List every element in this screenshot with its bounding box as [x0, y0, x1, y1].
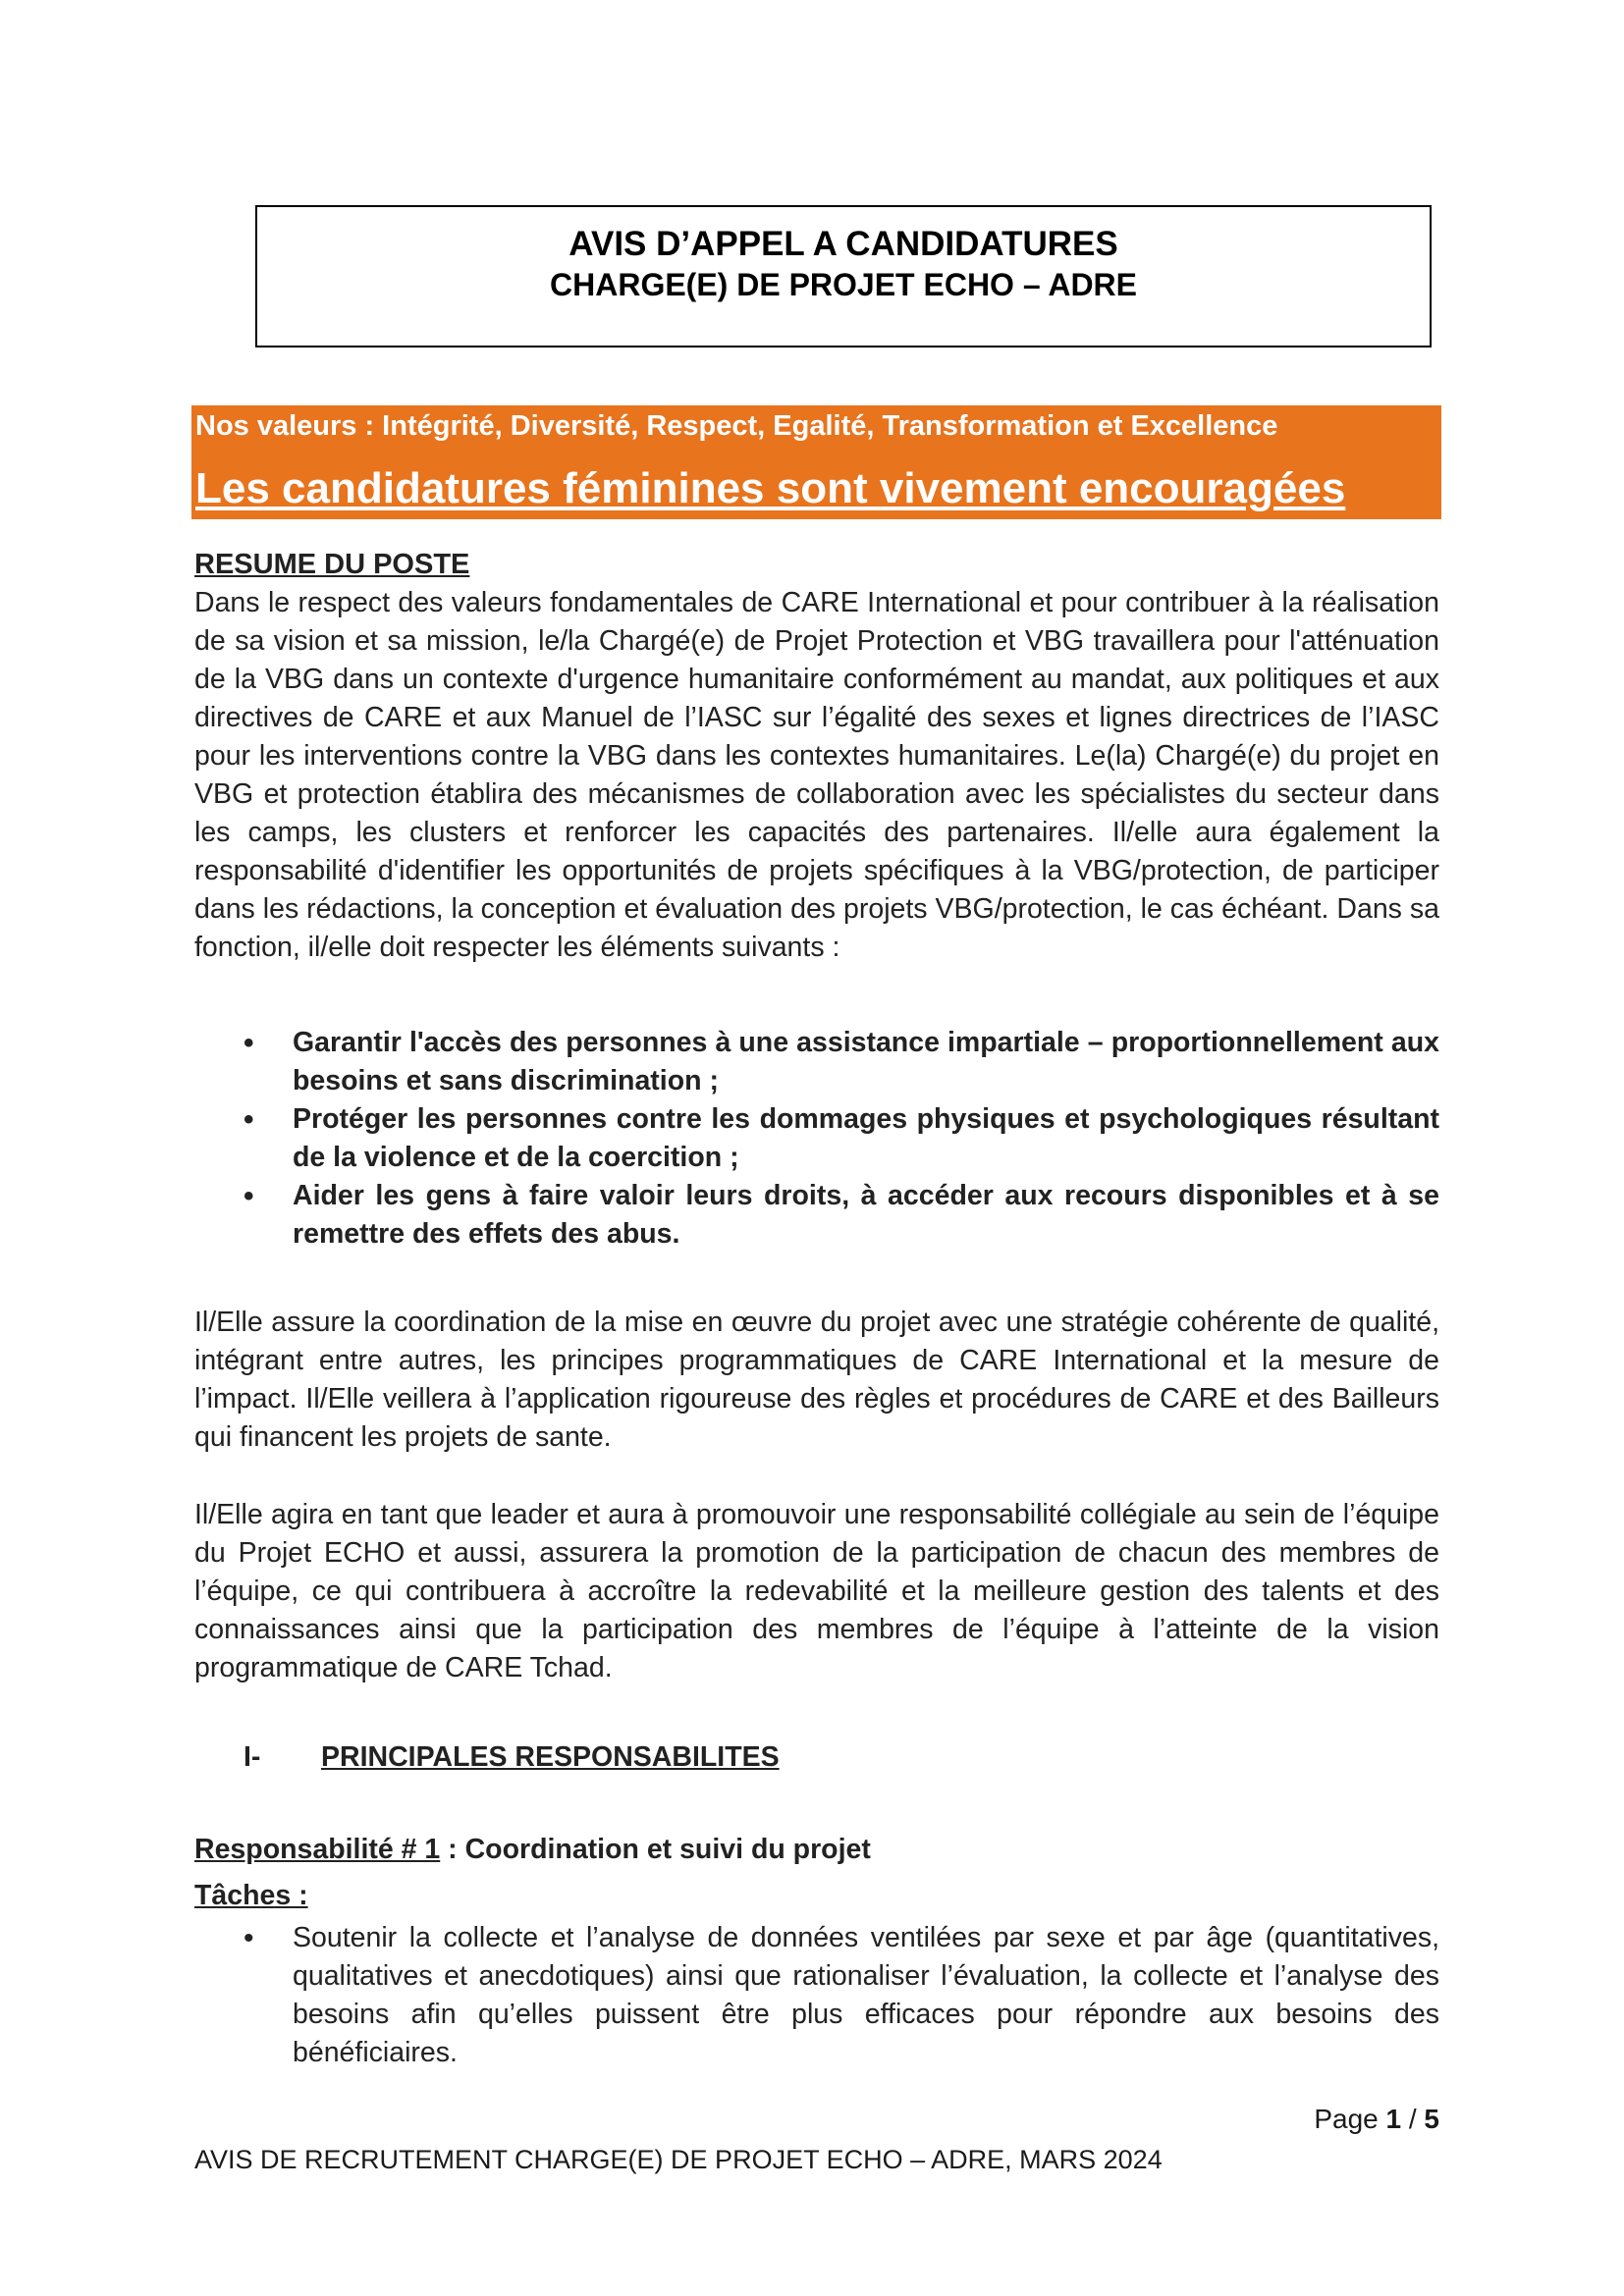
- tasks-list: [194, 1919, 1439, 2072]
- tasks-label: Tâches :: [194, 1880, 308, 1911]
- title-box: [255, 205, 1432, 347]
- responsibility-label: Responsabilité # 1: [194, 1834, 441, 1865]
- responsibility-block: [194, 1831, 1439, 2072]
- section-number: I-: [244, 1741, 261, 1773]
- page-number: [1314, 2104, 1439, 2135]
- document-subtitle: CHARGE(E) DE PROJET ECHO – ADRE: [550, 267, 1137, 302]
- page-total: 5: [1424, 2104, 1439, 2134]
- responsibility-title: Coordination et suivi du projet: [464, 1834, 871, 1865]
- responsibility-heading: [194, 1831, 1439, 1869]
- coordination-paragraph: Il/Elle assure la coordination de la mise en œuvre du projet avec une stratégie cohérente de qualité, intégrant entre autres, les principes programmatiques de CARE International et la mesure de l’impact. Il/Elle veillera à l’application rigoureuse des règles et procédures de CARE et des Bailleurs qui financent les projets de sante.: [194, 1307, 1439, 1453]
- list-item: • Aider les gens à faire valoir leurs droits, à accéder aux recours disponibles et à se remettre des effets des abus.: [194, 1177, 1439, 1254]
- footer-text: AVIS DE RECRUTEMENT CHARGE(E) DE PROJET ECHO – ADRE, MARS 2024: [194, 2145, 1163, 2174]
- responsibility-separator: :: [440, 1834, 465, 1865]
- coordination-paragraph-block: [194, 1304, 1439, 1457]
- leadership-paragraph: Il/Elle agira en tant que leader et aura à promouvoir une responsabilité collégiale au sein de l’équipe du Projet ECHO et aussi, assurera la promotion de la participation de chacun des membres de l’équipe, ce qui contribuera à accroître la redevabilité et la meilleure gestion des talents et des connaissances ainsi que la participation des membres de l’équipe à l’atteinte de la vision programmatique de CARE Tchad.: [194, 1499, 1439, 1683]
- list-item: • Garantir l'accès des personnes à une assistance impartiale – proportionnellement aux besoins et sans discrimination ;: [194, 1024, 1439, 1100]
- encouragement-text: Les candidatures féminines sont vivement encouragées: [195, 464, 1346, 512]
- values-text: Nos valeurs : Intégrité, Diversité, Respect, Egalité, Transformation et Excellence: [195, 410, 1278, 442]
- resume-paragraph: Dans le respect des valeurs fondamentales de CARE International et pour contribuer à la réalisation de sa vision et sa mission, le/la Chargé(e) de Projet Protection et VBG travaillera pour l'atténuation de la VBG dans un contexte d'urgence humanitaire conformément au mandat, aux politiques et aux directives de CARE et aux Manuel de l’IASC sur l’égalité des sexes et lignes directrices de l’IASC pour les interventions contre la VBG dans les contextes humanitaires. Le(la) Chargé(e) du projet en VBG et protection établira des mécanismes de collaboration avec les spécialistes du secteur dans les camps, les clusters et renforcer les capacités des partenaires. Il/elle aura également la responsabilité d'identifier les opportunités de projets spécifiques à la VBG/protection, de participer dans les rédactions, la conception et évaluation des projets VBG/protection, le cas échéant. Dans sa fonction, il/elle doit respecter les éléments suivants :: [194, 587, 1439, 963]
- list-item: • Soutenir la collecte et l’analyse de données ventilées par sexe et par âge (quantitatives, qualitatives et anecdotiques) ainsi que rationaliser l’évaluation, la collecte et l’analyse des besoins afin qu’elles puissent être plus efficaces pour répondre aux besoins des bénéficiaires.: [194, 1919, 1439, 2072]
- principles-list-section: [194, 1024, 1439, 1254]
- resume-heading: RESUME DU POSTE: [194, 549, 470, 580]
- page-prefix: Page: [1314, 2104, 1386, 2134]
- document-title: AVIS D’APPEL A CANDIDATURES: [568, 225, 1118, 263]
- resume-section: [194, 546, 1439, 967]
- values-banner: [191, 405, 1441, 519]
- section-heading: PRINCIPALES RESPONSABILITES: [321, 1741, 780, 1773]
- leadership-paragraph-block: [194, 1496, 1439, 1687]
- page-current: 1: [1385, 2104, 1402, 2134]
- principles-list: [194, 1024, 1439, 1254]
- page-separator: /: [1401, 2104, 1425, 2134]
- list-item: • Protéger les personnes contre les dommages physiques et psychologiques résultant de la violence et de la coercition ;: [194, 1100, 1439, 1177]
